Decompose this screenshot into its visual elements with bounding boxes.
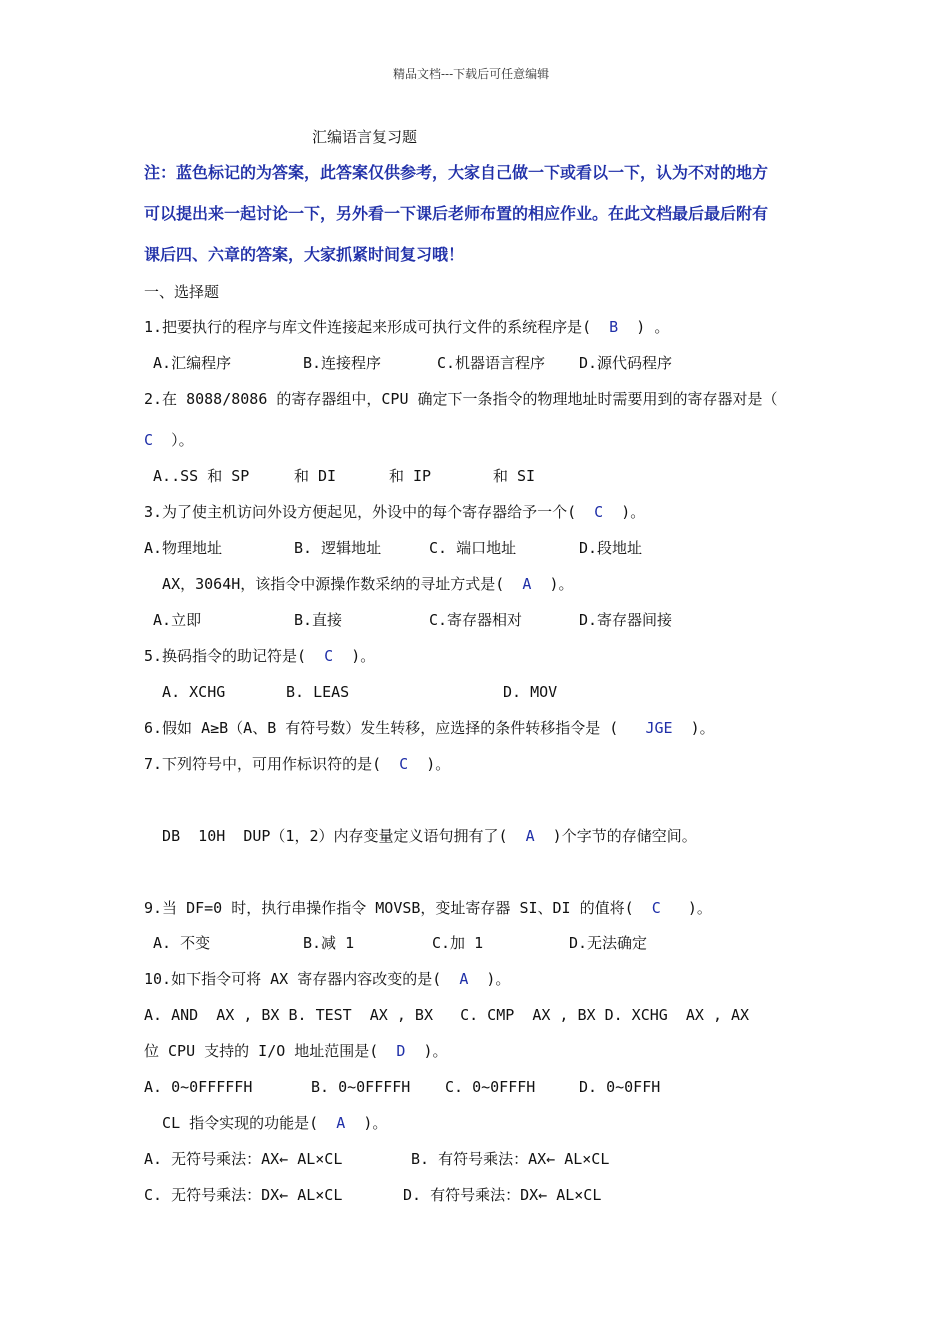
page-header: 精品文档---下载后可任意编辑	[393, 67, 550, 81]
q11-option-c: C. 0~0FFFH	[445, 1078, 536, 1096]
q11-option-a: A. 0~0FFFFFH	[144, 1078, 253, 1096]
q3-option-c: C. 端口地址	[429, 539, 517, 557]
q5-option-b: B. LEAS	[286, 683, 350, 701]
q12-option-b: B. 有符号乘法：AX← AL×CL	[411, 1150, 610, 1168]
question-11: 位 CPU 支持的 I/O 地址范围是( D )。	[144, 1042, 448, 1060]
q9-option-a: A. 不变	[144, 934, 211, 952]
q1-option-c: C.机器语言程序	[437, 354, 546, 372]
note-line-3: 课后四、六章的答案，大家抓紧时间复习哦！	[144, 245, 465, 264]
q1-option-d: D.源代码程序	[579, 354, 673, 372]
question-1: 1.把要执行的程序与库文件连接起来形成可执行文件的系统程序是( B ) 。	[144, 318, 670, 336]
question-9: 9.当 DF=0 时，执行串操作指令 MOVSB，变址寄存器 SI、DI 的值将( C )。	[144, 899, 712, 917]
question-5: 5.换码指令的助记符是( C )。	[144, 647, 376, 665]
answer-5: C	[324, 647, 334, 665]
document-title: 汇编语言复习题	[312, 128, 418, 146]
q11-option-d: D. 0~0FFH	[579, 1078, 661, 1096]
answer-7: C	[399, 755, 409, 773]
question-8: DB 10H DUP（1，2）内存变量定义语句拥有了( A )个字节的存储空间。	[144, 827, 697, 845]
q4-option-c: C.寄存器相对	[429, 611, 523, 629]
q9-option-d: D.无法确定	[569, 934, 648, 952]
q2-option-d: 和 SI	[493, 467, 536, 485]
answer-11: D	[396, 1042, 406, 1060]
q1-option-b: B.连接程序	[303, 354, 382, 372]
q3-option-b: B. 逻辑地址	[294, 539, 382, 557]
q1-option-a: A.汇编程序	[144, 354, 232, 372]
q11-option-b: B. 0~0FFFFH	[311, 1078, 411, 1096]
answer-12: A	[336, 1114, 346, 1132]
answer-3: C	[594, 503, 604, 521]
q3-option-d: D.段地址	[579, 539, 643, 557]
q4-option-a: A.立即	[144, 611, 202, 629]
q2-option-b: 和 DI	[294, 467, 337, 485]
answer-10: A	[459, 970, 469, 988]
question-4: AX，3064H，该指令中源操作数采纳的寻址方式是( A )。	[144, 575, 574, 593]
q12-option-d: D. 有符号乘法：DX← AL×CL	[403, 1186, 602, 1204]
q2-option-a: A..SS 和 SP	[144, 467, 250, 485]
note-line-2: 可以提出来一起讨论一下，另外看一下课后老师布置的相应作业。在此文档最后最后附有	[144, 204, 769, 223]
question-10: 10.如下指令可将 AX 寄存器内容改变的是( A )。	[144, 970, 511, 988]
q10-options: A. AND AX , BX B. TEST AX , BX C. CMP AX , BX D. XCHG AX , AX	[144, 1006, 750, 1024]
q12-option-c: C. 无符号乘法：DX← AL×CL	[144, 1186, 343, 1204]
q9-option-b: B.减 1	[303, 934, 355, 952]
q4-option-b: B.直接	[294, 611, 343, 629]
answer-8: A	[525, 827, 535, 845]
answer-6: JGE	[645, 719, 673, 737]
answer-2: C	[144, 431, 154, 449]
q5-option-d: D. MOV	[503, 683, 558, 701]
question-3: 3.为了使主机访问外设方便起见，外设中的每个寄存器给予一个( C )。	[144, 503, 646, 521]
q2-option-c: 和 IP	[389, 467, 432, 485]
question-7: 7.下列符号中，可用作标识符的是( C )。	[144, 755, 451, 773]
answer-4: A	[522, 575, 532, 593]
section-heading: 一、选择题	[144, 283, 220, 301]
q3-option-a: A.物理地址	[144, 539, 223, 557]
answer-9: C	[651, 899, 661, 917]
q4-option-d: D.寄存器间接	[579, 611, 673, 629]
answer-1: B	[609, 318, 619, 336]
q9-option-c: C.加 1	[432, 934, 484, 952]
q5-option-a: A. XCHG	[144, 683, 226, 701]
question-2: 2.在 8088/8086 的寄存器组中，CPU 确定下一条指令的物理地址时需要用到的寄存器对是（	[144, 390, 778, 408]
question-12: CL 指令实现的功能是( A )。	[144, 1114, 388, 1132]
q12-option-a: A. 无符号乘法：AX← AL×CL	[144, 1150, 343, 1168]
question-6: 6.假如 A≥B（A、B 有符号数）发生转移，应选择的条件转移指令是 ( JGE )。	[144, 719, 715, 737]
note-line-1: 注：蓝色标记的为答案，此答案仅供参考，大家自己做一下或看以一下，认为不对的地方	[144, 163, 769, 182]
question-2-cont: C ）。	[144, 431, 194, 449]
